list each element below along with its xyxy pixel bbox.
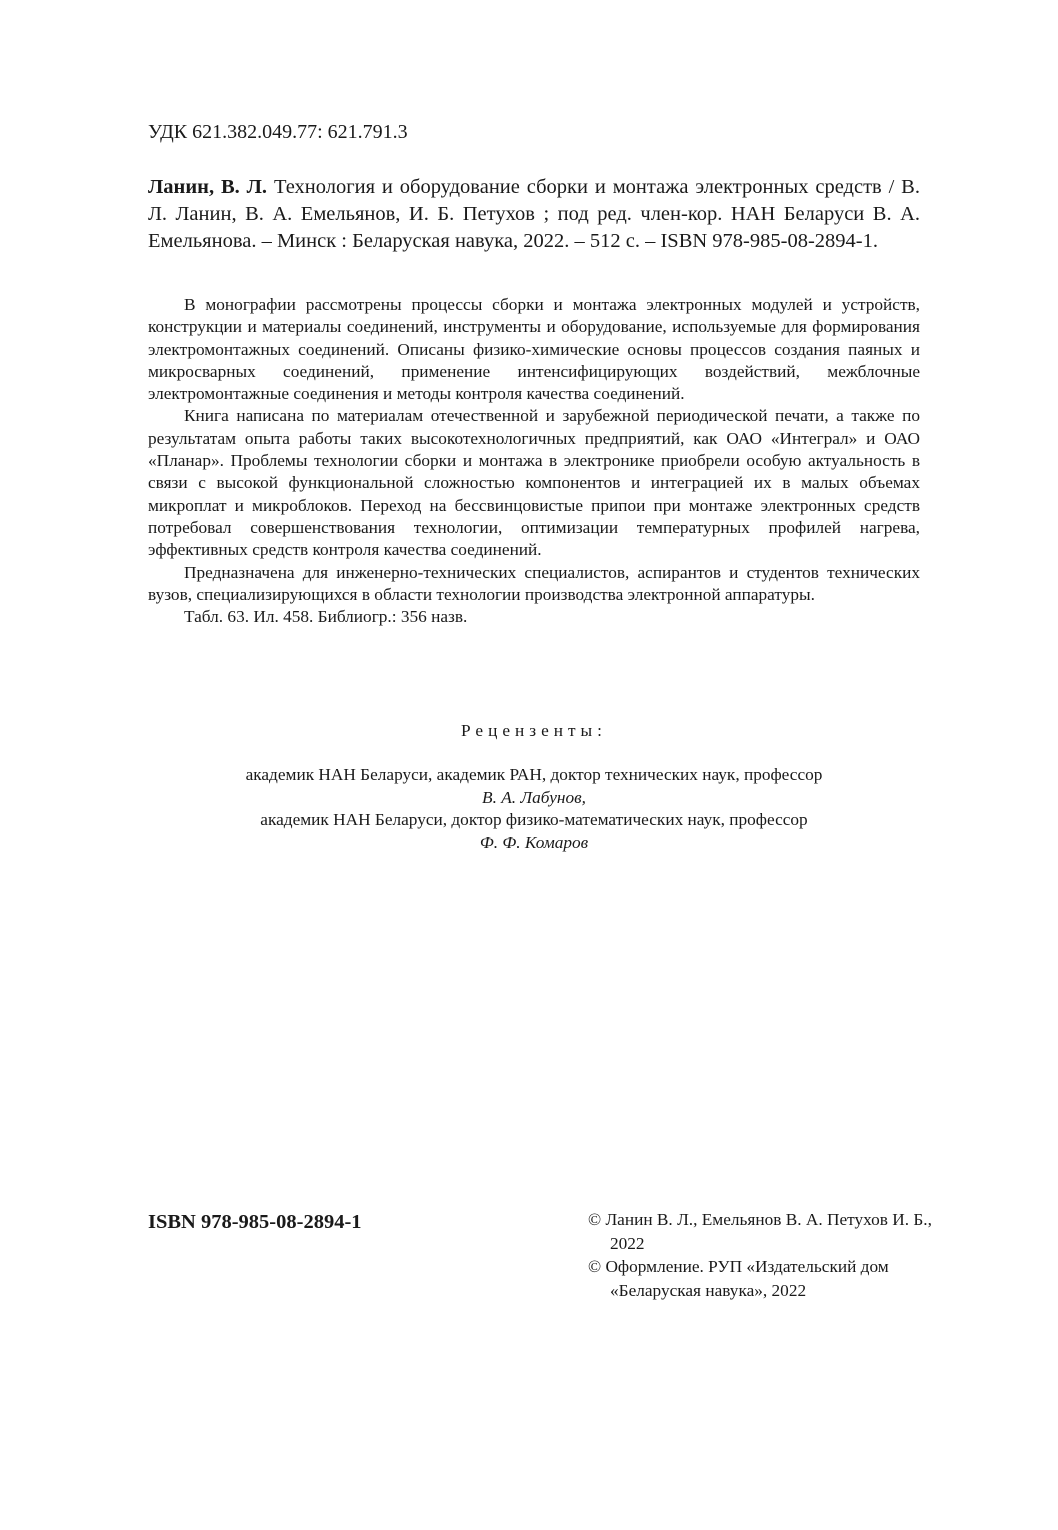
reviewer-name: Ф. Ф. Комаров	[479, 832, 589, 852]
reviewer-credentials: академик НАН Беларуси, академик РАН, доктор технических наук, профессор	[245, 765, 823, 784]
copyright-design: © Оформление. РУП «Издательский дом «Беларуская навука», 2022	[588, 1257, 889, 1300]
reviewers-list	[148, 764, 920, 854]
annotation-paragraph: Книга написана по материалам отечественной и зарубежной периодической печати, а также по результатам опыта работы таких высокотехнологичных предприятий, как ОАО «Интеграл» и ОАО «Планар». Проблемы технологии сборки и монтажа в электронике приобрели особую актуальность в связи с высокой функциональной сложностью компонентов и интеграцией их в малых объемах микроплат и микроблоков. Переход на бессвинцовистые припои при монтаже электронных средств потребовал совершенствования технологии, оптимизации температурных профилей нагрева, эффективных средств контроля качества соединений.	[148, 406, 920, 560]
reviewers-title: Рецензенты:	[461, 721, 607, 740]
annotation-paragraph: Табл. 63. Ил. 458. Библиогр.: 356 назв.	[184, 607, 468, 627]
annotation	[148, 294, 920, 628]
reviewer-credentials: академик НАН Беларуси, доктор физико-математических наук, профессор	[260, 810, 808, 829]
bibliographic-citation	[148, 174, 920, 255]
annotation-paragraph: Предназначена для инженерно-технических специалистов, аспирантов и студентов технических вузов, специализирующихся в области технологии производства электронной аппаратуры.	[148, 562, 920, 604]
copyright-block	[588, 1208, 933, 1302]
citation-text: Технология и оборудование сборки и монтажа электронных средств / В. Л. Ланин, В. А. Емельянов, И. Б. Петухов ; под ред. член-кор. НАН Беларуси В. А. Емельянова. – Минск : Беларуская навука, 2022. – 512 с. – ISBN 978-985-08-2894-1.	[148, 176, 920, 252]
citation-author: Ланин, В. Л.	[148, 176, 268, 198]
annotation-paragraph: В монографии рассмотрены процессы сборки и монтажа электронных модулей и устройств, конструкции и материалы соединений, инструменты и оборудование, используемые для формирования электромонтажных соединений. Описаны физико-химические основы процессов создания паяных и микросварных соединений, применение интенсифицирующих воздействий, межблочные электромонтажные соединения и методы контроля качества соединений.	[148, 295, 920, 404]
reviewer-name: В. А. Лабунов,	[482, 787, 586, 807]
isbn: ISBN 978-985-08-2894-1	[148, 1211, 362, 1233]
udk-code: УДК 621.382.049.77: 621.791.3	[148, 121, 408, 143]
copyright-authors: © Ланин В. Л., Емельянов В. А. Петухов И. Б., 2022	[588, 1210, 932, 1253]
